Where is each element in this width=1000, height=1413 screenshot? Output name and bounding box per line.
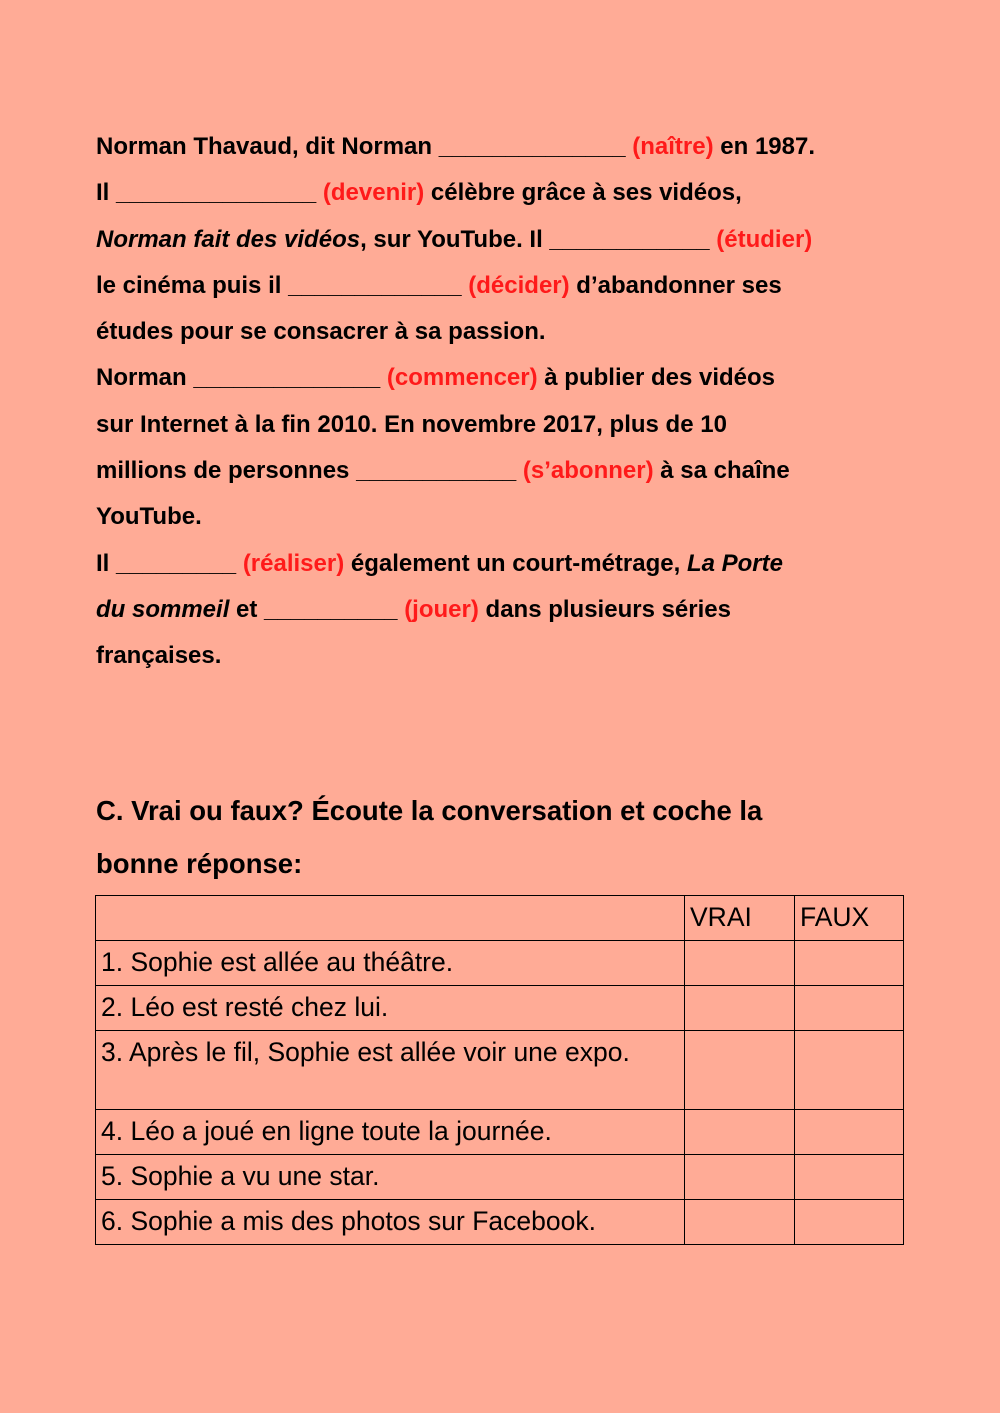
paragraph-line — [96, 170, 916, 216]
vrai-checkbox-cell[interactable] — [685, 1200, 795, 1245]
statement-cell: 3. Après le fil, Sophie est allée voir une expo. — [96, 1031, 685, 1110]
paragraph-text: célèbre grâce à ses vidéos, — [424, 179, 742, 207]
verb-hint: (réaliser) — [242, 549, 345, 577]
faux-checkbox-cell[interactable] — [795, 1110, 904, 1155]
paragraph-text: d’abandonner ses — [569, 271, 782, 299]
vrai-checkbox-cell[interactable] — [685, 986, 795, 1031]
table-row — [96, 1110, 904, 1155]
table-row — [96, 1155, 904, 1200]
faux-checkbox-cell[interactable] — [795, 986, 904, 1031]
vrai-checkbox-cell[interactable] — [685, 941, 795, 986]
true-false-table — [95, 895, 904, 1245]
paragraph-text: et __________ — [229, 595, 405, 623]
paragraph-line — [96, 633, 916, 679]
faux-checkbox-cell[interactable] — [795, 941, 904, 986]
section-c-title-line1: C. Vrai ou faux? Écoute la conversation et coche la — [96, 795, 763, 826]
paragraph-text: , sur YouTube. Il ____________ — [360, 225, 717, 253]
paragraph-text: études pour se consacrer à sa passion. — [96, 318, 546, 346]
paragraph-text: Il _______________ — [96, 179, 323, 207]
paragraph-line — [96, 309, 916, 355]
verb-hint: (devenir) — [322, 179, 425, 207]
section-c-title-line2: bonne réponse: — [96, 848, 303, 879]
paragraph-text: millions de personnes ____________ — [96, 457, 523, 485]
table-row — [96, 941, 904, 986]
faux-checkbox-cell[interactable] — [795, 1200, 904, 1245]
faux-checkbox-cell[interactable] — [795, 1031, 904, 1110]
paragraph-text: Il _________ — [96, 549, 243, 577]
vrai-checkbox-cell[interactable] — [685, 1155, 795, 1200]
paragraph-text: dans plusieurs séries — [478, 595, 731, 623]
paragraph-line — [96, 263, 916, 309]
statement-cell: 1. Sophie est allée au théâtre. — [96, 941, 685, 986]
paragraph-text: également un court-métrage, — [344, 549, 687, 577]
paragraph-text: à sa chaîne — [653, 457, 790, 485]
verb-hint: (s’abonner) — [522, 457, 654, 485]
paragraph-text: à publier des vidéos — [537, 364, 776, 392]
paragraph-line — [96, 587, 916, 633]
fill-in-paragraph — [96, 124, 916, 680]
paragraph-line — [96, 217, 916, 263]
verb-hint: (jouer) — [404, 595, 479, 623]
paragraph-text: Norman Thavaud, dit Norman ______________ — [96, 133, 633, 160]
paragraph-line — [96, 402, 916, 448]
paragraph-text: le cinéma puis il _____________ — [96, 271, 469, 299]
paragraph-line — [96, 494, 916, 540]
statement-cell: 6. Sophie a mis des photos sur Facebook. — [96, 1200, 685, 1245]
title-italic: du sommeil — [96, 595, 230, 623]
table-row — [96, 1200, 904, 1245]
statement-cell: 4. Léo a joué en ligne toute la journée. — [96, 1110, 685, 1155]
header-statement — [96, 896, 685, 941]
verb-hint: (naître) — [632, 133, 714, 160]
vrai-checkbox-cell[interactable] — [685, 1110, 795, 1155]
table-header-row — [96, 896, 904, 941]
paragraph-line — [96, 124, 916, 170]
title-italic: La Porte — [686, 549, 783, 577]
statement-cell: 5. Sophie a vu une star. — [96, 1155, 685, 1200]
vrai-checkbox-cell[interactable] — [685, 1031, 795, 1110]
title-italic: Norman fait des vidéos — [96, 225, 361, 253]
paragraph-line — [96, 448, 916, 494]
verb-hint: (décider) — [468, 271, 570, 299]
header-faux: FAUX — [795, 896, 904, 941]
section-c-title — [96, 784, 916, 890]
paragraph-text: en 1987. — [713, 133, 815, 160]
paragraph-line — [96, 355, 916, 401]
statement-cell: 2. Léo est resté chez lui. — [96, 986, 685, 1031]
verb-hint: (étudier) — [716, 225, 813, 253]
verb-hint: (commencer) — [386, 364, 538, 392]
paragraph-text: Norman ______________ — [96, 364, 387, 392]
paragraph-text: YouTube. — [96, 503, 202, 531]
table-row — [96, 986, 904, 1031]
faux-checkbox-cell[interactable] — [795, 1155, 904, 1200]
table-row — [96, 1031, 904, 1110]
paragraph-line — [96, 541, 916, 587]
paragraph-text: françaises. — [96, 642, 222, 670]
paragraph-text: sur Internet à la fin 2010. En novembre 2017, plus de 10 — [96, 410, 727, 438]
header-vrai: VRAI — [685, 896, 795, 941]
